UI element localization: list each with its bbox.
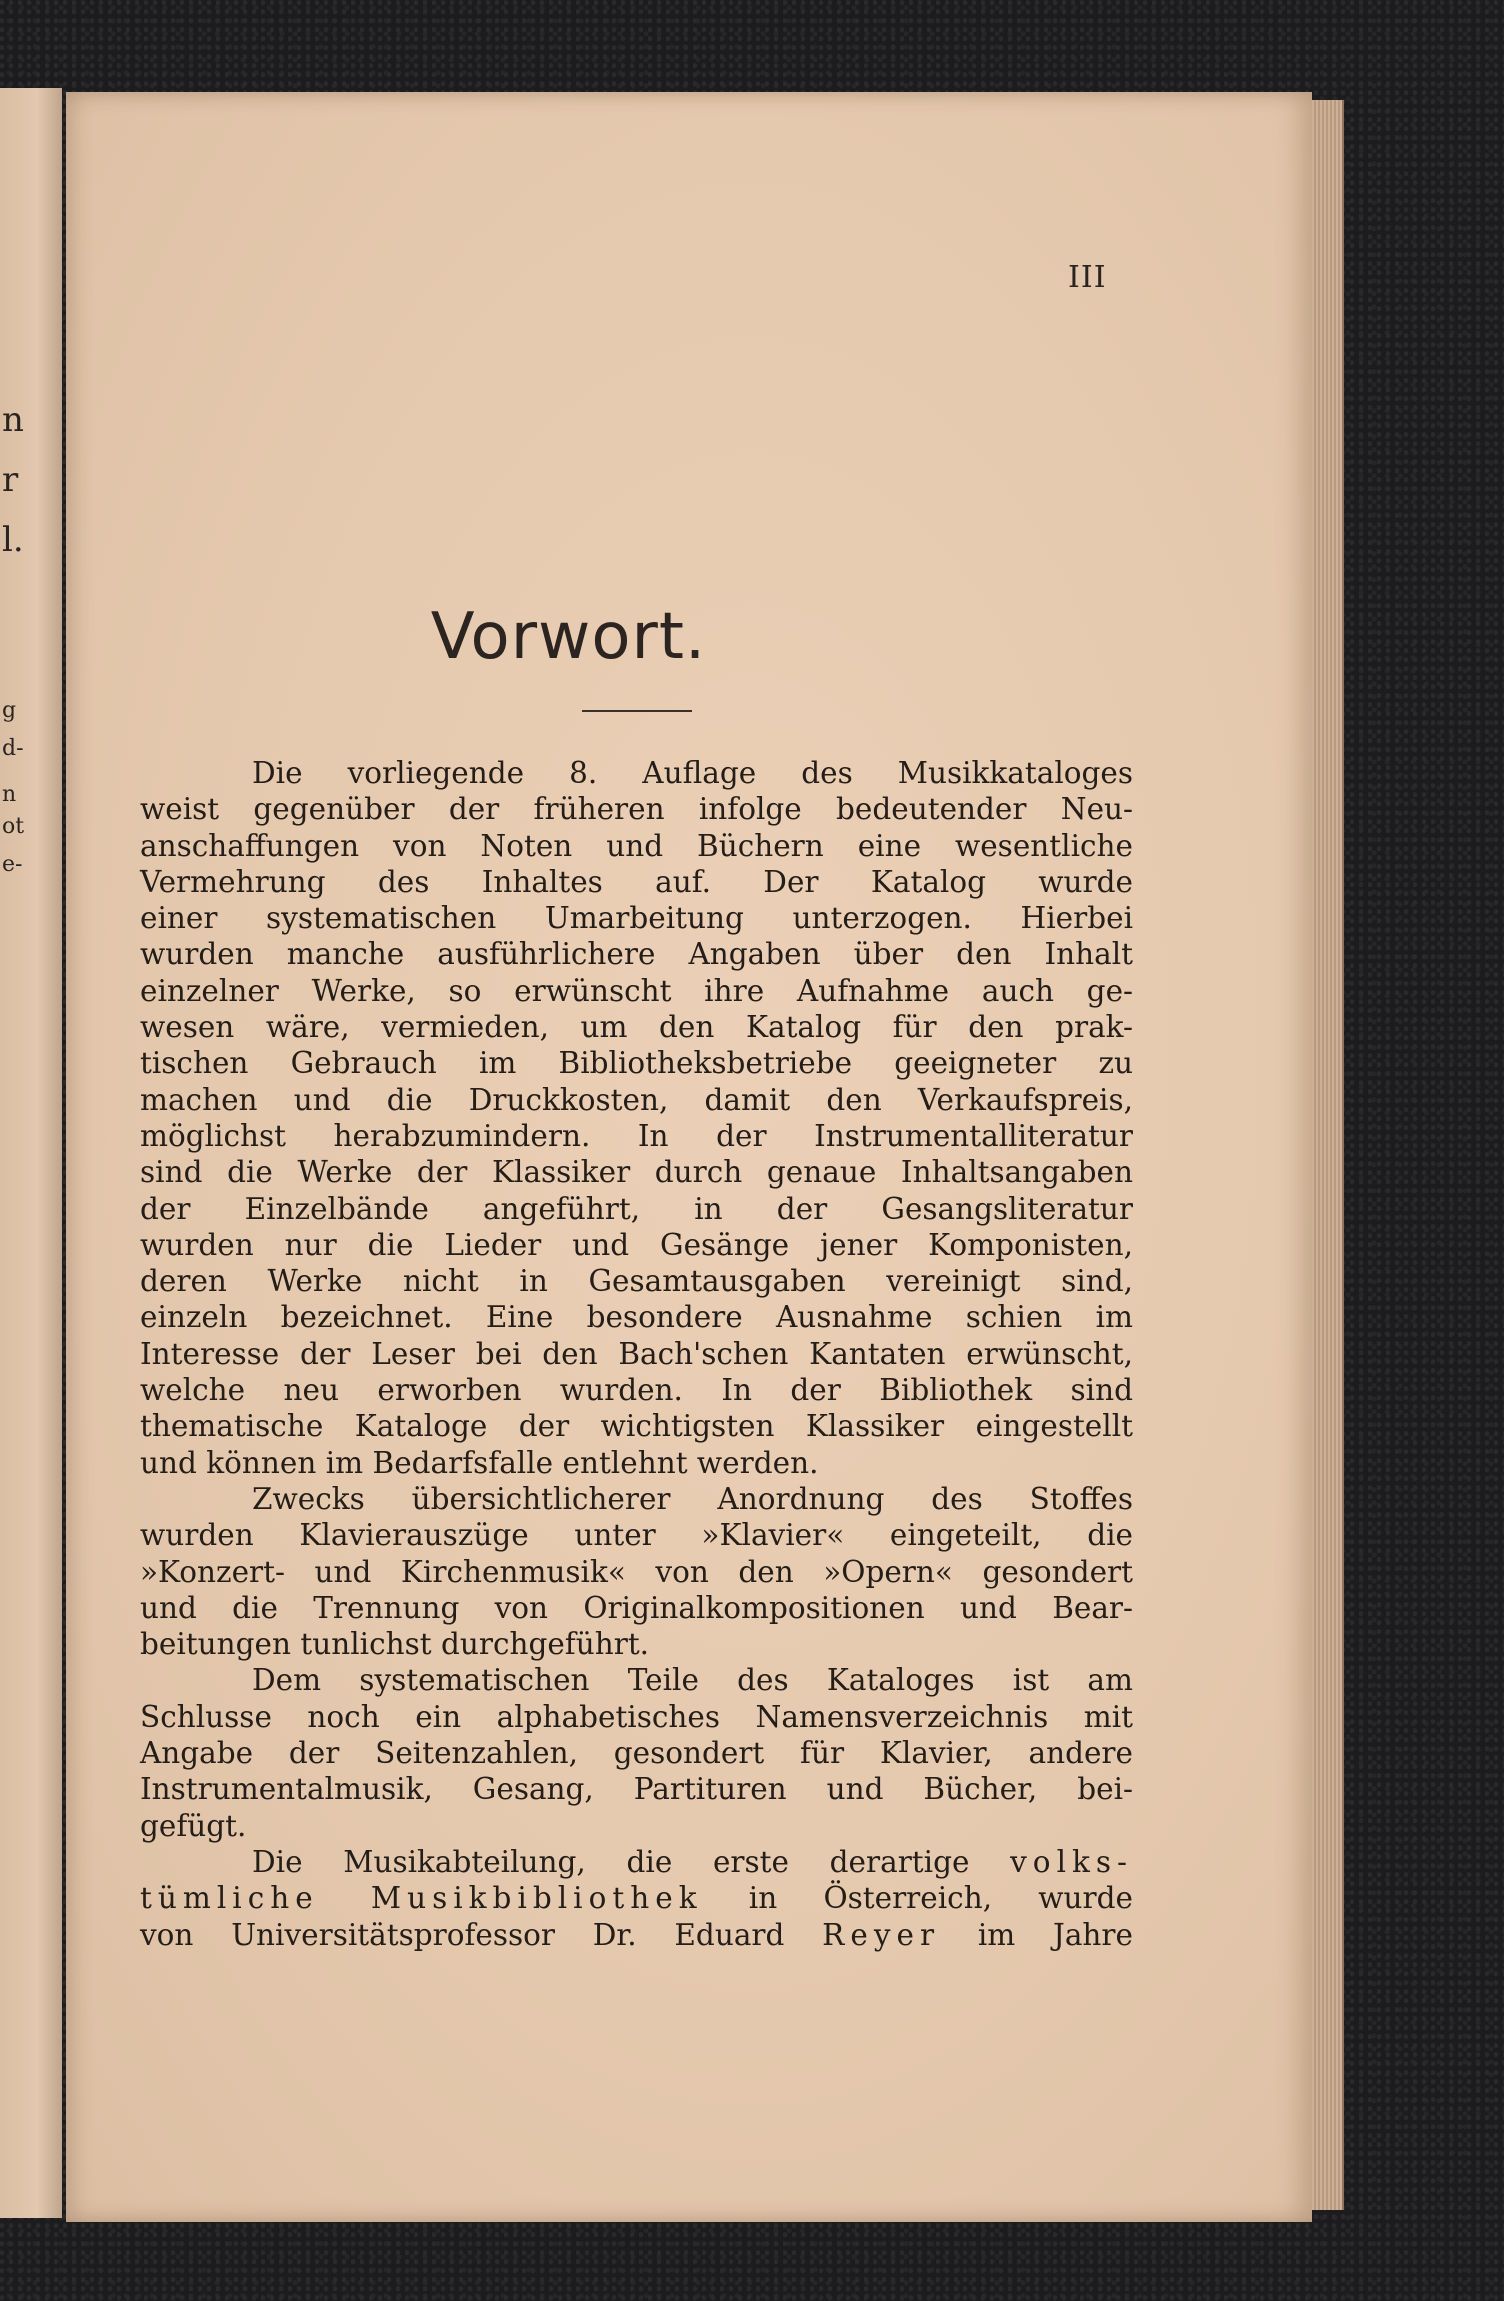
text-segment: Die Musikabteilung, die erste derartige (252, 1844, 970, 1879)
text-line: einer systematischen Umarbeitung unterzogen. Hierbei (140, 901, 1133, 936)
text-line: Instrumentalmusik, Gesang, Partituren und Bücher, bei- (140, 1772, 1133, 1807)
text-line: einzelner Werke, so erwünscht ihre Aufnahme auch ge- (140, 973, 1133, 1008)
text-line: Zwecks übersichtlicherer Anordnung des Stoffes (252, 1481, 1133, 1516)
previous-page-edge (0, 88, 62, 2218)
text-line (140, 1880, 1133, 1916)
spaced-emphasis: tümliche Musikbibliothek (140, 1881, 703, 1916)
text-line: beitungen tunlichst durchgeführt. (140, 1627, 650, 1662)
text-line: Dem systematischen Teile des Kataloges ist am (252, 1663, 1133, 1698)
page-number: III (1068, 260, 1107, 295)
text-line: sind die Werke der Klassiker durch genaue Inhaltsangaben (140, 1155, 1133, 1190)
text-line: machen und die Druckkosten, damit den Verkaufspreis, (140, 1082, 1133, 1117)
page-block-edge (1312, 100, 1344, 2210)
text-line (140, 1917, 1133, 1953)
text-line: einzeln bezeichnet. Eine besondere Ausnahme schien im (140, 1300, 1133, 1335)
preface-text (140, 755, 1133, 1953)
text-line: wesen wäre, vermieden, um den Katalog für den prak- (140, 1010, 1133, 1045)
page-title: Vorwort. (430, 600, 707, 674)
title-divider (582, 710, 692, 712)
text-segment: im Jahre (977, 1917, 1133, 1952)
previous-page-fragment: l. (2, 520, 24, 560)
text-segment: von Universitätsprofessor Dr. Eduard (140, 1917, 785, 1952)
text-line: Schlusse noch ein alphabetisches Namensverzeichnis mit (140, 1699, 1133, 1734)
text-line: anschaffungen von Noten und Büchern eine wesentliche (140, 828, 1133, 863)
previous-page-fragment: n (2, 782, 17, 807)
text-line: weist gegenüber der früheren infolge bedeutender Neu- (140, 792, 1133, 827)
previous-page-fragment: d- (2, 736, 24, 761)
text-line: »Konzert- und Kirchenmusik« von den »Opern« gesondert (140, 1554, 1133, 1589)
text-line: tischen Gebrauch im Bibliotheksbetriebe geeigneter zu (140, 1046, 1133, 1081)
spaced-emphasis: volks- (1010, 1844, 1133, 1879)
text-line: gefügt. (140, 1808, 247, 1843)
text-line: wurden Klavierauszüge unter »Klavier« eingeteilt, die (140, 1518, 1133, 1553)
previous-page-fragment: r (2, 460, 19, 500)
text-segment: in Österreich, wurde (748, 1881, 1133, 1916)
text-line: deren Werke nicht in Gesamtausgaben vereinigt sind, (140, 1264, 1133, 1299)
text-line: und die Trennung von Originalkompositionen und Bear- (140, 1590, 1133, 1625)
previous-page-fragment: n (2, 400, 24, 440)
text-line: thematische Kataloge der wichtigsten Klassiker eingestellt (140, 1409, 1133, 1444)
text-line: Die vorliegende 8. Auflage des Musikkataloges (252, 756, 1133, 790)
text-line: wurden nur die Lieder und Gesänge jener Komponisten, (140, 1227, 1133, 1262)
text-line: möglichst herabzumindern. In der Instrumentalliteratur (140, 1118, 1133, 1153)
text-line: Angabe der Seitenzahlen, gesondert für Klavier, andere (140, 1736, 1133, 1771)
text-line: der Einzelbände angeführt, in der Gesangsliteratur (140, 1191, 1133, 1226)
text-line: Vermehrung des Inhaltes auf. Der Katalog wurde (140, 864, 1133, 899)
previous-page-fragment: e- (2, 852, 23, 877)
text-line (140, 1844, 1133, 1880)
text-line: und können im Bedarfsfalle entlehnt werden. (140, 1445, 819, 1480)
previous-page-fragment: g (2, 698, 17, 723)
text-line: Interesse der Leser bei den Bach'schen Kantaten erwünscht, (140, 1336, 1133, 1371)
text-line: wurden manche ausführlichere Angaben über den Inhalt (140, 937, 1133, 972)
spaced-emphasis: Reyer (822, 1917, 941, 1952)
previous-page-fragment: ot (2, 814, 25, 839)
text-line: welche neu erworben wurden. In der Bibliothek sind (140, 1373, 1133, 1408)
